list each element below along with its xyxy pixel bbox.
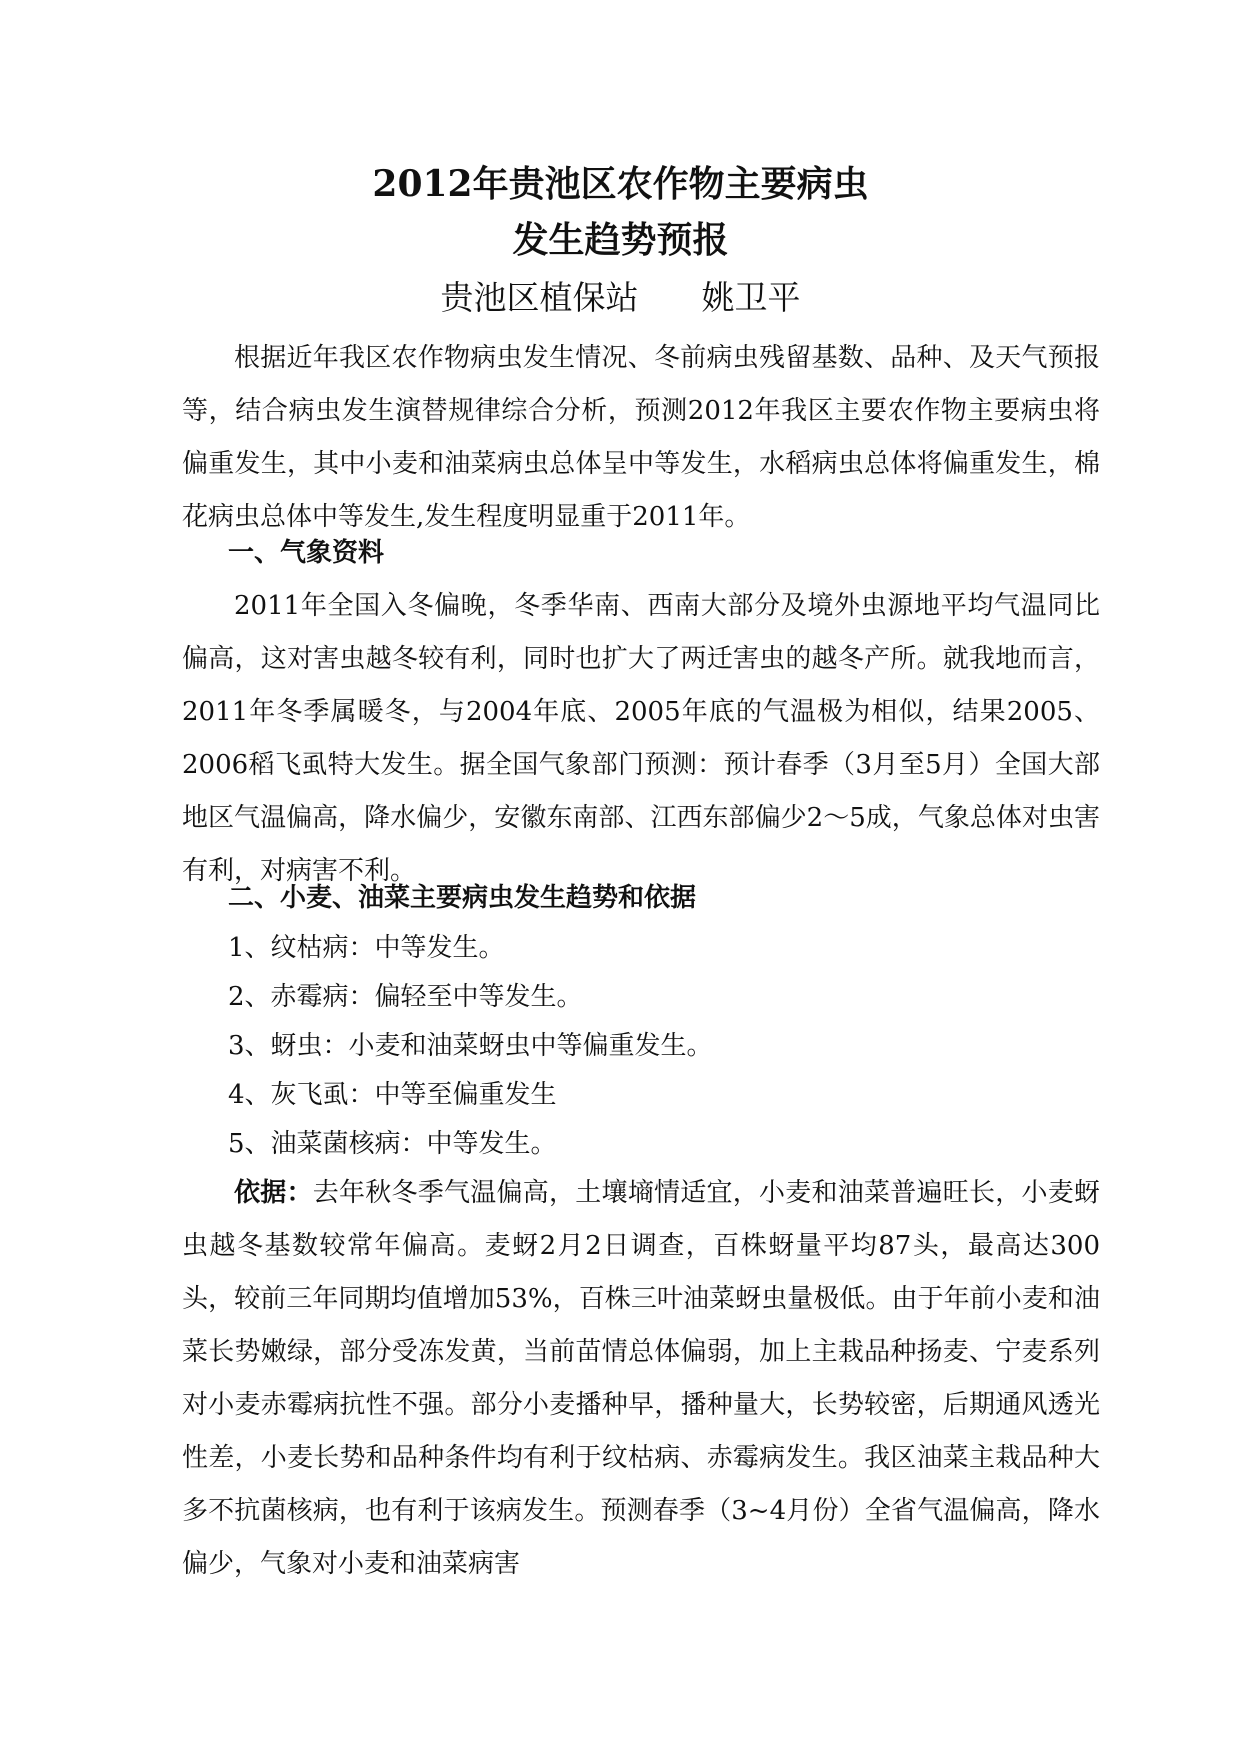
section2-heading: 二、小麦、油菜主要病虫发生趋势和依据: [228, 883, 697, 913]
author-line: 贵池区植保站 姚卫平: [440, 278, 801, 317]
list-item: 1、纹枯病：中等发生。: [228, 933, 505, 963]
basis-text: 去年秋冬季气温偏高，土壤墒情适宜，小麦和油菜普遍旺长，小麦蚜虫越冬基数较常年偏高。麦蚜2月2日调查，百株蚜量平均87头，最高达300头，较前三年同期均值增加53%，百株三叶油菜蚜虫量极低。由于年前小麦和油菜长势嫩绿，部分受冻发黄，当前苗情总体偏弱，加上主栽品种扬麦、宁麦系列对小麦赤霉病抗性不强。部分小麦播种早，播种量大，长势较密，后期通风透光性差，小麦长势和品种条件均有利于纹枯病、赤霉病发生。我区油菜主栽品种大多不抗菌核病，也有利于该病发生。预测春季（3~4月份）全省气温偏高，降水偏少，气象对小麦和油菜病害: [182, 1178, 1100, 1579]
list-item: 4、灰飞虱：中等至偏重发生: [228, 1080, 557, 1110]
section1-heading: 一、气象资料: [228, 538, 385, 568]
list-item: 2、赤霉病：偏轻至中等发生。: [228, 982, 583, 1012]
basis-paragraph: [182, 1167, 1100, 1591]
document-title-line1: 2012年贵池区农作物主要病虫: [372, 163, 869, 205]
list-item: 5、油菜菌核病：中等发生。: [228, 1129, 557, 1159]
basis-label: 依据：: [234, 1178, 313, 1208]
section1-paragraph: 2011年全国入冬偏晚，冬季华南、西南大部分及境外虫源地平均气温同比偏高，这对害虫越冬较有利，同时也扩大了两迁害虫的越冬产所。就我地而言，2011年冬季属暖冬，与2004年底、2005年底的气温极为相似，结果2005、2006稻飞虱特大发生。据全国气象部门预测：预计春季（3月至5月）全国大部地区气温偏高，降水偏少，安徽东南部、江西东部偏少2～5成，气象总体对虫害有利，对病害不利。: [182, 591, 1100, 886]
list-item: 3、蚜虫：小麦和油菜蚜虫中等偏重发生。: [228, 1031, 713, 1061]
document-title-line2: 发生趋势预报: [512, 219, 729, 261]
intro-paragraph: 根据近年我区农作物病虫发生情况、冬前病虫残留基数、品种、及天气预报等，结合病虫发生演替规律综合分析，预测2012年我区主要农作物主要病虫将偏重发生，其中小麦和油菜病虫总体呈中等发生，水稻病虫总体将偏重发生，棉花病虫总体中等发生,发生程度明显重于2011年。: [182, 343, 1100, 532]
